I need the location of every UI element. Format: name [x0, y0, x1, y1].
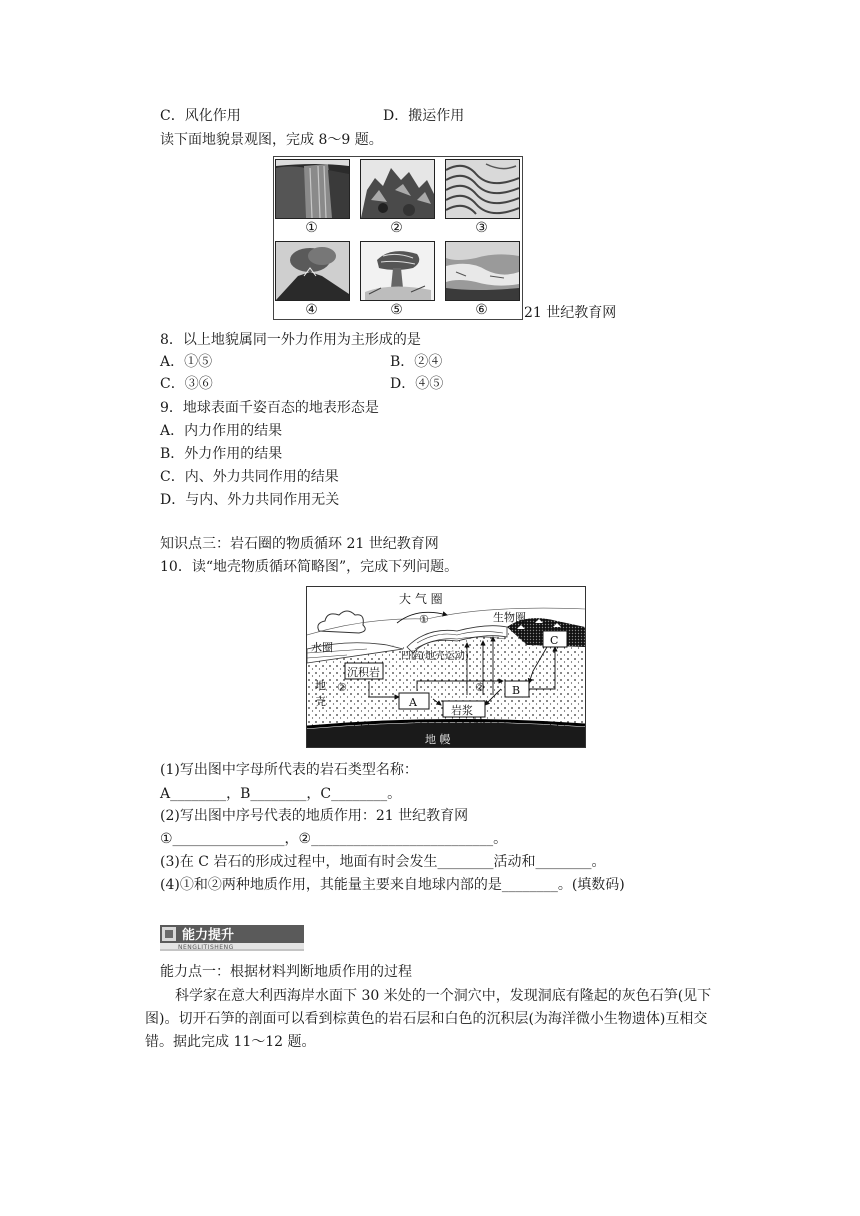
- box-b: B: [512, 684, 521, 697]
- q9-option-c: C．内、外力共同作用的结果: [160, 469, 339, 485]
- badge-title: 能力提升: [182, 928, 235, 943]
- photo-label-1: ①: [305, 220, 318, 236]
- option-c: C．风化作用: [160, 108, 241, 124]
- label-hydrosphere: 水圈: [311, 641, 333, 654]
- q9-stem: 9．地球表面千姿百态的地表形态是: [160, 400, 379, 416]
- intro-8-9: 读下面地貌景观图，完成 8～9 题。: [160, 132, 383, 148]
- label-crust-2: 壳: [315, 695, 326, 708]
- section-badge-ability: [160, 923, 304, 951]
- q8-option-c: C．③⑥: [160, 376, 213, 392]
- photo-4-volcano: [275, 241, 350, 301]
- q9-option-b: B．外力作用的结果: [160, 446, 283, 462]
- badge-pinyin: NENGLITISHENG: [178, 944, 234, 951]
- q10-sub2-blanks: ①________________，②__________________________。: [160, 831, 508, 847]
- q8-stem: 8．以上地貌属同一外力作用为主形成的是: [160, 332, 421, 348]
- ability-point-1: 能力点一：根据材料判断地质作用的过程: [160, 964, 412, 980]
- box-magma: 岩浆: [451, 704, 473, 717]
- q10-sub1: (1)写出图中字母所代表的岩石类型名称：: [160, 762, 418, 778]
- knowledge-point-3: 知识点三：岩石圈的物质循环 21 世纪教育网: [160, 536, 439, 552]
- photo-label-3: ③: [475, 220, 488, 236]
- photo-3-folded-strata: [445, 159, 520, 219]
- q8-option-b: B．②④: [390, 354, 443, 370]
- passage-line-2: 图)。切开石笋的剖面可以看到棕黄色的岩石层和白色的沉积层(为海洋微小生物遗体)互相交: [145, 1011, 708, 1027]
- label-num2-right: ②: [475, 681, 485, 694]
- watermark-text: 21 世纪教育网: [524, 305, 617, 321]
- label-atmosphere: 大 气 圈: [399, 592, 443, 606]
- q10-stem: 10．读“地壳物质循环简略图”，完成下列问题。: [160, 559, 459, 575]
- photo-6-river-delta: [445, 241, 520, 301]
- q9-option-a: A．内力作用的结果: [160, 423, 283, 439]
- q8-option-a: A．①⑤: [160, 354, 213, 370]
- box-c: C: [550, 634, 559, 647]
- photo-2-rock-peaks: [360, 159, 435, 219]
- label-crust-1: 地: [315, 679, 326, 692]
- photo-label-6: ⑥: [475, 302, 488, 318]
- photo-label-5: ⑤: [390, 302, 403, 318]
- photo-label-4: ④: [305, 302, 318, 318]
- label-depression: 凹陷(地壳运动): [401, 651, 469, 662]
- q10-sub2: (2)写出图中序号代表的地质作用：21 世纪教育网: [160, 808, 469, 824]
- photo-5-mushroom-rock: [360, 241, 435, 301]
- label-num1: ①: [419, 613, 429, 626]
- q10-sub1-blanks: A________，B________，C________。: [160, 786, 402, 802]
- passage-line-1: 科学家在意大利西海岸水面下 30 米处的一个洞穴中，发现洞底有隆起的灰色石笋(见下: [175, 988, 712, 1004]
- label-mantle: 地 幔: [425, 733, 451, 746]
- q8-option-d: D．④⑤: [390, 376, 444, 392]
- passage-line-3: 错。据此完成 11～12 题。: [145, 1034, 316, 1050]
- label-biosphere: 生物圈: [493, 611, 526, 624]
- landform-photo-grid: [273, 156, 523, 320]
- option-d: D．搬运作用: [383, 108, 465, 124]
- q9-option-d: D．与内、外力共同作用无关: [160, 492, 340, 508]
- q10-sub3: (3)在 C 岩石的形成过程中，地面有时会发生________活动和________。: [160, 854, 606, 870]
- photo-label-2: ②: [390, 220, 403, 236]
- label-sedimentary: 沉积岩: [347, 666, 380, 679]
- label-num2-left: ②: [337, 681, 347, 694]
- crust-cycle-diagram: [306, 586, 586, 748]
- box-a: A: [409, 696, 417, 709]
- photo-1-cliff: [275, 159, 350, 219]
- q10-sub4: (4)①和②两种地质作用，其能量主要来自地球内部的是________。(填数码): [160, 877, 625, 893]
